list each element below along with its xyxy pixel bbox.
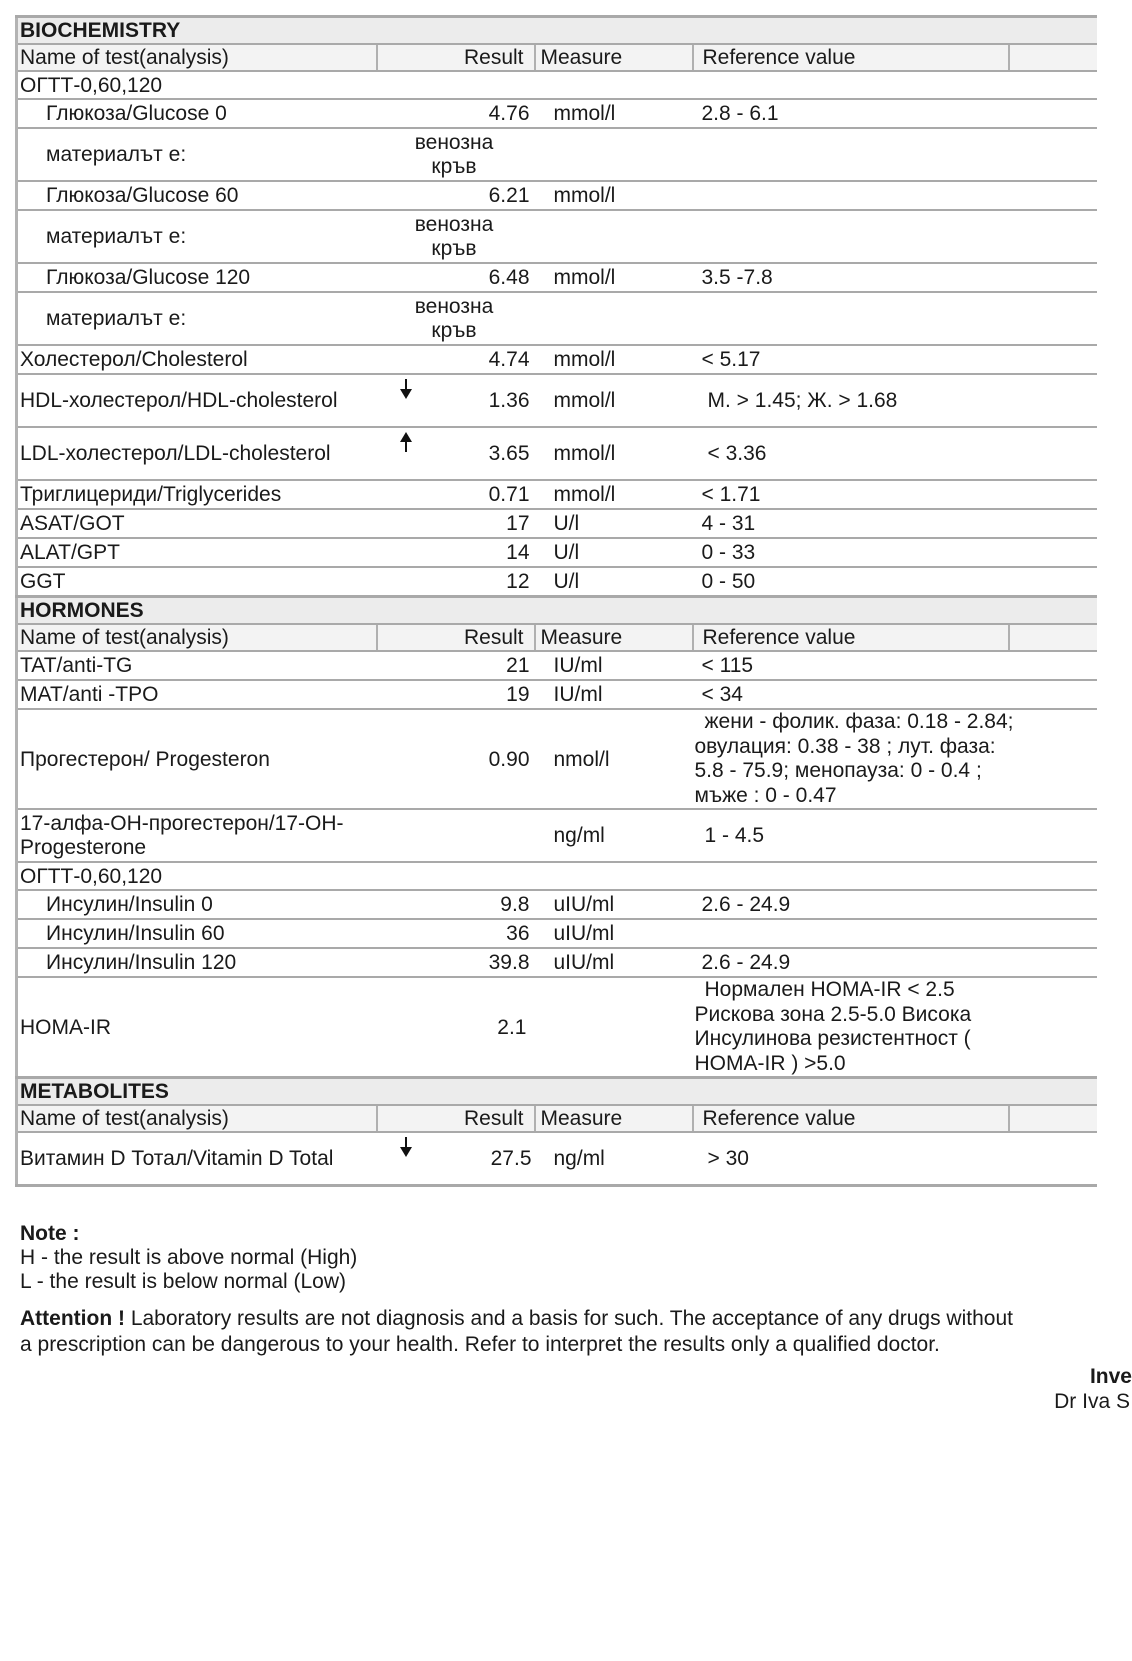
table-row bbox=[17, 948, 1097, 977]
test-name: Триглицериди/Triglycerides bbox=[17, 480, 377, 509]
section-title: HORMONES bbox=[17, 597, 1097, 625]
ogtt-label: ОГТТ-0,60,120 bbox=[17, 862, 1097, 890]
results-table bbox=[15, 15, 1097, 1187]
test-result: 2.1 bbox=[377, 977, 535, 1078]
test-result: 4.74 bbox=[377, 345, 535, 374]
test-result: 0.90 bbox=[377, 709, 535, 809]
table-row bbox=[17, 1132, 1097, 1186]
signature-title: Inve bbox=[1089, 1365, 1132, 1388]
test-name: 17-алфа-ОН-прогестерон/17-ОН- Progesterone bbox=[17, 809, 377, 862]
test-name: Витамин D Тотал/Vitamin D Total bbox=[20, 1147, 334, 1170]
table-row bbox=[17, 709, 1097, 809]
test-name: ALAT/GPT bbox=[17, 538, 377, 567]
table-row bbox=[17, 538, 1097, 567]
test-reference: Нормален HOMA-IR < 2.5 Рискова зона 2.5-5.0 Висока Инсулинова резистентност ( HOMA-IR ) >5.0 bbox=[693, 977, 1097, 1078]
test-result: 0.71 bbox=[377, 480, 535, 509]
note-high: H - the result is above normal (High) bbox=[20, 1246, 358, 1269]
test-name: материалът е: bbox=[17, 210, 377, 263]
lab-report bbox=[15, 15, 1095, 1187]
test-reference: 1 - 4.5 bbox=[693, 809, 1009, 862]
test-result: 39.8 bbox=[377, 948, 535, 977]
test-name: GGT bbox=[17, 567, 377, 597]
test-reference: 2.6 - 24.9 bbox=[693, 948, 1009, 977]
test-result: 6.48 bbox=[377, 263, 535, 292]
note-title: Note : bbox=[20, 1222, 80, 1245]
attention-text: Laboratory results are not diagnosis and a basis for such. The acceptance of any drugs without a prescription can be dangerous to your health. Refer to interpret the results only a qualified doctor. bbox=[20, 1307, 1013, 1356]
table-row bbox=[17, 890, 1097, 919]
col-measure-header: Measure bbox=[535, 624, 693, 651]
test-name: Глюкоза/Glucose 120 bbox=[17, 263, 377, 292]
test-result bbox=[377, 809, 535, 862]
test-result: 9.8 bbox=[377, 890, 535, 919]
test-measure: uIU/ml bbox=[535, 890, 693, 919]
table-row bbox=[17, 263, 1097, 292]
table-row bbox=[17, 292, 1097, 345]
test-measure: uIU/ml bbox=[535, 948, 693, 977]
test-reference: > 30 bbox=[693, 1132, 1009, 1186]
table-row bbox=[17, 128, 1097, 181]
test-measure: mmol/l bbox=[535, 263, 693, 292]
table-row bbox=[17, 509, 1097, 538]
test-name: материалът е: bbox=[17, 292, 377, 345]
table-row bbox=[17, 345, 1097, 374]
test-name: Инсулин/Insulin 120 bbox=[17, 948, 377, 977]
table-row bbox=[17, 181, 1097, 210]
section-hormones bbox=[17, 597, 1097, 625]
signature-name: Dr Iva S bbox=[1054, 1390, 1130, 1413]
test-result: 4.76 bbox=[377, 99, 535, 128]
col-result-header: Result bbox=[377, 44, 535, 71]
test-reference: 4 - 31 bbox=[693, 509, 1009, 538]
test-reference: 0 - 50 bbox=[693, 567, 1009, 597]
table-row bbox=[17, 567, 1097, 597]
test-reference: жени - фолик. фаза: 0.18 - 2.84; овулация: 0.38 - 38 ; лут. фаза: 5.8 - 75.9; менопауза: 0 - 0.4 ; мъже : 0 - 0.47 bbox=[693, 709, 1097, 809]
test-reference bbox=[693, 919, 1009, 948]
column-header-row bbox=[17, 624, 1097, 651]
table-row bbox=[17, 427, 1097, 480]
test-name: Глюкоза/Glucose 60 bbox=[17, 181, 377, 210]
test-result: 12 bbox=[377, 567, 535, 597]
signature-block bbox=[1054, 1364, 1132, 1414]
test-name: HDL-холестерол/HDL-cholesterol bbox=[20, 389, 338, 412]
test-name: Прогестерон/ Progesteron bbox=[17, 709, 377, 809]
col-result-header: Result bbox=[377, 624, 535, 651]
test-result: 6.21 bbox=[377, 181, 535, 210]
test-measure: U/l bbox=[535, 538, 693, 567]
section-metabolites bbox=[17, 1078, 1097, 1106]
test-measure: nmol/l bbox=[535, 709, 693, 809]
test-measure: mmol/l bbox=[535, 345, 693, 374]
test-reference: < 1.71 bbox=[693, 480, 1009, 509]
test-measure: IU/ml bbox=[535, 651, 693, 680]
col-name-header: Name of test(analysis) bbox=[17, 1105, 377, 1132]
test-measure: ng/ml bbox=[535, 1132, 693, 1186]
test-name: Холестерол/Cholesterol bbox=[17, 345, 377, 374]
test-reference bbox=[693, 181, 1009, 210]
test-name: Инсулин/Insulin 0 bbox=[17, 890, 377, 919]
table-row bbox=[17, 809, 1097, 862]
test-reference: < 3.36 bbox=[693, 427, 1009, 480]
test-reference: М. > 1.45; Ж. > 1.68 bbox=[693, 374, 1009, 427]
test-result: 1.36 bbox=[377, 374, 535, 427]
ogtt-group-row bbox=[17, 71, 1097, 99]
test-measure: ng/ml bbox=[535, 809, 693, 862]
test-measure: mmol/l bbox=[535, 99, 693, 128]
col-result-header: Result bbox=[377, 1105, 535, 1132]
table-row bbox=[17, 374, 1097, 427]
col-name-header: Name of test(analysis) bbox=[17, 44, 377, 71]
column-header-row bbox=[17, 44, 1097, 71]
test-result: 3.65 bbox=[377, 427, 535, 480]
test-reference: 2.8 - 6.1 bbox=[693, 99, 1009, 128]
test-name: TAT/anti-TG bbox=[17, 651, 377, 680]
test-result: 14 bbox=[377, 538, 535, 567]
table-row bbox=[17, 480, 1097, 509]
test-name-cell bbox=[17, 374, 377, 427]
test-measure: mmol/l bbox=[535, 374, 693, 427]
test-reference: 2.6 - 24.9 bbox=[693, 890, 1009, 919]
arrow-down-icon bbox=[399, 378, 413, 400]
col-reference-header: Reference value bbox=[693, 44, 1009, 71]
test-name: Глюкоза/Glucose 0 bbox=[17, 99, 377, 128]
table-row bbox=[17, 99, 1097, 128]
test-name: MAT/anti -TPO bbox=[17, 680, 377, 709]
col-measure-header: Measure bbox=[535, 1105, 693, 1132]
column-header-row bbox=[17, 1105, 1097, 1132]
col-reference-header: Reference value bbox=[693, 1105, 1009, 1132]
test-name-cell bbox=[17, 1132, 377, 1186]
section-biochemistry bbox=[17, 17, 1097, 45]
test-measure: U/l bbox=[535, 509, 693, 538]
test-name: Инсулин/Insulin 60 bbox=[17, 919, 377, 948]
test-result: 19 bbox=[377, 680, 535, 709]
table-row bbox=[17, 210, 1097, 263]
section-title: BIOCHEMISTRY bbox=[17, 17, 1097, 45]
attention-label: Attention ! bbox=[20, 1307, 125, 1330]
table-row bbox=[17, 651, 1097, 680]
test-result: венозна кръв bbox=[377, 210, 535, 263]
ogtt-label: ОГТТ-0,60,120 bbox=[17, 71, 1097, 99]
test-measure: mmol/l bbox=[535, 427, 693, 480]
col-measure-header: Measure bbox=[535, 44, 693, 71]
col-reference-header: Reference value bbox=[693, 624, 1009, 651]
test-name-cell bbox=[17, 427, 377, 480]
test-result: 27.5 bbox=[377, 1132, 535, 1186]
test-result: 36 bbox=[377, 919, 535, 948]
test-name: материалът е: bbox=[17, 128, 377, 181]
test-reference: < 5.17 bbox=[693, 345, 1009, 374]
test-reference: 0 - 33 bbox=[693, 538, 1009, 567]
test-result: 17 bbox=[377, 509, 535, 538]
note-block bbox=[20, 1222, 357, 1294]
arrow-up-icon bbox=[399, 431, 413, 453]
test-reference: 3.5 -7.8 bbox=[693, 263, 1009, 292]
test-measure: mmol/l bbox=[535, 181, 693, 210]
test-reference: < 115 bbox=[693, 651, 1009, 680]
attention-block bbox=[20, 1306, 1030, 1358]
section-title: METABOLITES bbox=[17, 1078, 1097, 1106]
table-row bbox=[17, 977, 1097, 1078]
test-measure: mmol/l bbox=[535, 480, 693, 509]
test-name: ASAT/GOT bbox=[17, 509, 377, 538]
test-result: 21 bbox=[377, 651, 535, 680]
arrow-down-icon bbox=[399, 1136, 413, 1158]
ogtt-group-row bbox=[17, 862, 1097, 890]
test-measure: uIU/ml bbox=[535, 919, 693, 948]
test-result: венозна кръв bbox=[377, 292, 535, 345]
test-measure: U/l bbox=[535, 567, 693, 597]
col-name-header: Name of test(analysis) bbox=[17, 624, 377, 651]
table-row bbox=[17, 680, 1097, 709]
test-reference: < 34 bbox=[693, 680, 1009, 709]
test-name: LDL-холестерол/LDL-cholesterol bbox=[20, 442, 331, 465]
test-measure: IU/ml bbox=[535, 680, 693, 709]
test-name: HOMA-IR bbox=[17, 977, 377, 1078]
table-row bbox=[17, 919, 1097, 948]
test-result: венозна кръв bbox=[377, 128, 535, 181]
note-low: L - the result is below normal (Low) bbox=[20, 1270, 347, 1293]
